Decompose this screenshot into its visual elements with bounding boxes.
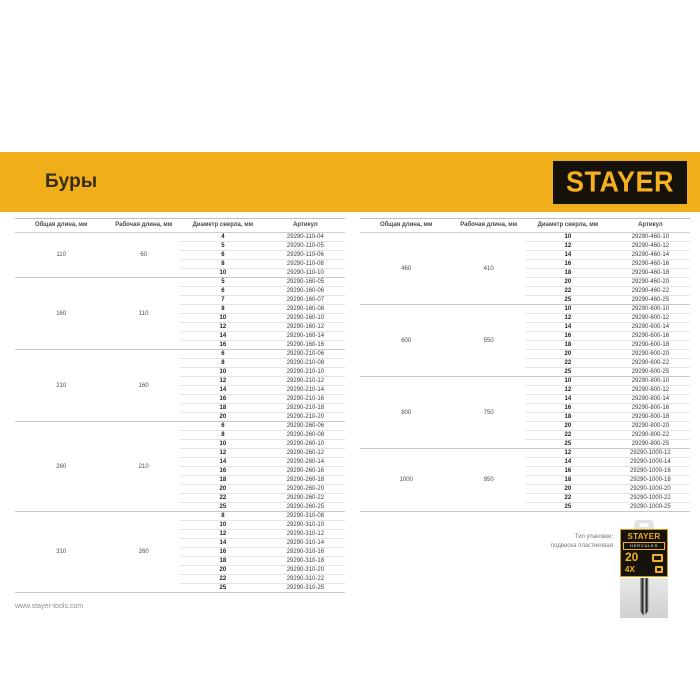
diameter-cell: 6 (180, 422, 266, 431)
working-length-cell: 750 (452, 377, 525, 449)
article-cell: 29290-260-08 (266, 431, 345, 440)
diameter-cell: 10 (525, 377, 611, 386)
package-image (620, 520, 668, 618)
column-header: Артикул (611, 219, 690, 233)
article-cell: 29290-260-22 (266, 494, 345, 503)
article-cell: 29290-260-10 (266, 440, 345, 449)
content-area (15, 218, 690, 618)
diameter-cell: 6 (180, 287, 266, 296)
working-length-cell: 60 (107, 233, 180, 278)
article-cell: 29290-310-20 (266, 566, 345, 575)
drill-bit-image (640, 578, 649, 616)
article-cell: 29290-310-16 (266, 548, 345, 557)
article-cell: 29290-460-10 (611, 233, 690, 242)
article-cell: 29290-160-16 (266, 341, 345, 350)
article-cell: 29290-160-14 (266, 332, 345, 341)
article-cell: 29290-210-16 (266, 395, 345, 404)
diameter-cell: 10 (180, 521, 266, 530)
total-length-cell: 600 (360, 305, 452, 377)
article-cell: 29290-460-18 (611, 269, 690, 278)
header-band (0, 152, 700, 212)
article-cell: 29290-460-25 (611, 296, 690, 305)
diameter-cell: 25 (525, 503, 611, 512)
page-title: Буры (45, 171, 98, 192)
article-cell: 29290-800-14 (611, 395, 690, 404)
article-cell: 29290-600-20 (611, 350, 690, 359)
article-cell: 29290-260-06 (266, 422, 345, 431)
diameter-cell: 20 (525, 422, 611, 431)
article-cell: 29290-1000-22 (611, 494, 690, 503)
diameter-cell: 14 (180, 386, 266, 395)
article-cell: 29290-110-04 (266, 233, 345, 242)
diameter-cell: 16 (180, 467, 266, 476)
diameter-cell: 8 (180, 431, 266, 440)
article-cell: 29290-110-10 (266, 269, 345, 278)
footer-website: www.stayer-tools.com (15, 603, 84, 610)
diameter-cell: 22 (525, 494, 611, 503)
diameter-cell: 14 (180, 458, 266, 467)
article-cell: 29290-310-10 (266, 521, 345, 530)
table-row (15, 278, 345, 287)
diameter-cell: 22 (180, 575, 266, 584)
total-length-cell: 800 (360, 377, 452, 449)
article-cell: 29290-800-25 (611, 440, 690, 449)
working-length-cell: 210 (107, 422, 180, 512)
working-length-cell: 550 (452, 305, 525, 377)
table-row (15, 512, 345, 521)
sds-plus-icon (652, 554, 663, 562)
article-cell: 29290-210-12 (266, 377, 345, 386)
diameter-cell: 7 (180, 296, 266, 305)
working-length-cell: 410 (452, 233, 525, 305)
total-length-cell: 1000 (360, 449, 452, 512)
article-cell: 29290-310-25 (266, 584, 345, 593)
package-brand-logo: STAYER (627, 532, 661, 541)
diameter-cell: 22 (525, 287, 611, 296)
article-cell: 29290-160-08 (266, 305, 345, 314)
working-length-cell: 260 (107, 512, 180, 593)
package-size-label: 20 (625, 550, 639, 564)
diameter-cell: 16 (525, 260, 611, 269)
total-length-cell: 460 (360, 233, 452, 305)
article-cell: 29290-210-06 (266, 350, 345, 359)
article-cell: 29290-160-12 (266, 323, 345, 332)
column-header: Общая длина, мм (15, 219, 107, 233)
diameter-cell: 12 (180, 530, 266, 539)
diameter-cell: 20 (180, 485, 266, 494)
article-cell: 29290-210-08 (266, 359, 345, 368)
article-cell: 29290-210-14 (266, 386, 345, 395)
article-cell: 29290-600-16 (611, 332, 690, 341)
diameter-cell: 6 (180, 251, 266, 260)
diameter-cell: 20 (525, 278, 611, 287)
diameter-cell: 14 (525, 395, 611, 404)
diameter-cell: 12 (525, 386, 611, 395)
article-cell: 29290-310-12 (266, 530, 345, 539)
total-length-cell: 260 (15, 422, 107, 512)
table-row (360, 305, 690, 314)
table-header-row (360, 219, 690, 233)
package-series-label: HERCULES (623, 542, 665, 550)
diameter-cell: 16 (180, 548, 266, 557)
column-header: Артикул (266, 219, 345, 233)
article-cell: 29290-160-10 (266, 314, 345, 323)
article-cell: 29290-260-14 (266, 458, 345, 467)
column-header: Рабочая длина, мм (107, 219, 180, 233)
article-cell: 29290-600-14 (611, 323, 690, 332)
article-cell: 29290-260-12 (266, 449, 345, 458)
table-row (15, 233, 345, 242)
diameter-cell: 16 (180, 395, 266, 404)
diameter-cell: 10 (180, 269, 266, 278)
package-multiplier-label: 4X (625, 565, 635, 574)
diameter-cell: 18 (525, 413, 611, 422)
diameter-cell: 25 (180, 584, 266, 593)
column-header: Рабочая длина, мм (452, 219, 525, 233)
total-length-cell: 110 (15, 233, 107, 278)
article-cell: 29290-600-25 (611, 368, 690, 377)
article-cell: 29290-800-20 (611, 422, 690, 431)
diameter-cell: 8 (180, 512, 266, 521)
hang-tab (634, 520, 654, 529)
diameter-cell: 8 (180, 359, 266, 368)
diameter-cell: 20 (180, 413, 266, 422)
article-cell: 29290-1000-20 (611, 485, 690, 494)
diameter-cell: 20 (525, 350, 611, 359)
total-length-cell: 210 (15, 350, 107, 422)
diameter-cell: 22 (180, 494, 266, 503)
article-cell: 29290-460-22 (611, 287, 690, 296)
diameter-cell: 18 (180, 476, 266, 485)
diameter-cell: 16 (525, 404, 611, 413)
diameter-cell: 14 (525, 458, 611, 467)
column-header: Общая длина, мм (360, 219, 452, 233)
working-length-cell: 160 (107, 350, 180, 422)
diameter-cell: 14 (525, 251, 611, 260)
table-row (15, 350, 345, 359)
diameter-cell: 4 (180, 233, 266, 242)
left-column (15, 218, 345, 610)
diameter-cell: 10 (525, 305, 611, 314)
total-length-cell: 310 (15, 512, 107, 593)
diameter-cell: 16 (525, 332, 611, 341)
working-length-cell: 110 (107, 278, 180, 350)
diameter-cell: 12 (180, 449, 266, 458)
diameter-cell: 14 (180, 539, 266, 548)
diameter-cell: 20 (525, 485, 611, 494)
article-cell: 29290-460-12 (611, 242, 690, 251)
article-cell: 29290-600-10 (611, 305, 690, 314)
table-row (360, 233, 690, 242)
diameter-cell: 12 (525, 314, 611, 323)
article-cell: 29290-260-20 (266, 485, 345, 494)
article-cell: 29290-260-18 (266, 476, 345, 485)
diameter-cell: 22 (525, 359, 611, 368)
article-cell: 29290-800-12 (611, 386, 690, 395)
diameter-cell: 10 (525, 233, 611, 242)
article-cell: 29290-800-18 (611, 413, 690, 422)
diameter-cell: 25 (180, 503, 266, 512)
article-cell: 29290-1000-14 (611, 458, 690, 467)
article-cell: 29290-210-18 (266, 404, 345, 413)
diameter-cell: 10 (180, 314, 266, 323)
packaging-note (551, 520, 613, 618)
article-cell: 29290-1000-18 (611, 476, 690, 485)
article-cell: 29290-210-10 (266, 368, 345, 377)
article-cell: 29290-600-22 (611, 359, 690, 368)
diameter-cell: 12 (525, 242, 611, 251)
stayer-logo: STAYER (553, 160, 687, 203)
article-cell: 29290-210-20 (266, 413, 345, 422)
article-cell: 29290-260-16 (266, 467, 345, 476)
diameter-cell: 20 (180, 566, 266, 575)
diameter-cell: 18 (525, 341, 611, 350)
article-cell: 29290-310-18 (266, 557, 345, 566)
diameter-cell: 18 (180, 404, 266, 413)
diameter-cell: 8 (180, 260, 266, 269)
diameter-cell: 25 (525, 368, 611, 377)
resource-icon (655, 566, 663, 573)
diameter-cell: 18 (525, 269, 611, 278)
column-header: Диаметр сверла, мм (525, 219, 611, 233)
column-header: Диаметр сверла, мм (180, 219, 266, 233)
blister-pack (620, 578, 668, 618)
diameter-cell: 8 (180, 305, 266, 314)
article-cell: 29290-460-20 (611, 278, 690, 287)
diameter-cell: 16 (525, 467, 611, 476)
diameter-cell: 6 (180, 350, 266, 359)
diameter-cell: 14 (525, 323, 611, 332)
package-card (620, 529, 668, 577)
article-cell: 29290-110-06 (266, 251, 345, 260)
table-header-row (15, 219, 345, 233)
right-column (360, 218, 690, 618)
diameter-cell: 18 (180, 557, 266, 566)
diameter-cell: 18 (525, 476, 611, 485)
article-cell: 29290-460-16 (611, 260, 690, 269)
article-cell: 29290-1000-12 (611, 449, 690, 458)
diameter-cell: 12 (525, 449, 611, 458)
table-row (15, 422, 345, 431)
diameter-cell: 16 (180, 341, 266, 350)
article-cell: 29290-600-18 (611, 341, 690, 350)
article-cell: 29290-160-07 (266, 296, 345, 305)
article-cell: 29290-600-12 (611, 314, 690, 323)
diameter-cell: 5 (180, 242, 266, 251)
article-cell: 29290-260-25 (266, 503, 345, 512)
article-cell: 29290-310-08 (266, 512, 345, 521)
diameter-cell: 22 (525, 431, 611, 440)
catalog-table-left (15, 218, 345, 593)
packaging-note-line1: Тип упаковки: (574, 534, 613, 540)
table-row (360, 377, 690, 386)
diameter-cell: 14 (180, 332, 266, 341)
diameter-cell: 12 (180, 323, 266, 332)
article-cell: 29290-460-14 (611, 251, 690, 260)
total-length-cell: 160 (15, 278, 107, 350)
working-length-cell: 950 (452, 449, 525, 512)
article-cell: 29290-110-08 (266, 260, 345, 269)
catalog-table-right (360, 218, 690, 512)
diameter-cell: 10 (180, 440, 266, 449)
article-cell: 29290-800-16 (611, 404, 690, 413)
diameter-cell: 10 (180, 368, 266, 377)
diameter-cell: 5 (180, 278, 266, 287)
packaging-section (360, 520, 690, 618)
diameter-cell: 12 (180, 377, 266, 386)
article-cell: 29290-310-22 (266, 575, 345, 584)
article-cell: 29290-1000-16 (611, 467, 690, 476)
diameter-cell: 25 (525, 440, 611, 449)
packaging-note-line2: подвеска пластиковая (550, 543, 613, 549)
article-cell: 29290-310-14 (266, 539, 345, 548)
article-cell: 29290-160-06 (266, 287, 345, 296)
article-cell: 29290-110-05 (266, 242, 345, 251)
article-cell: 29290-160-05 (266, 278, 345, 287)
article-cell: 29290-800-10 (611, 377, 690, 386)
article-cell: 29290-1000-25 (611, 503, 690, 512)
article-cell: 29290-800-22 (611, 431, 690, 440)
table-row (360, 449, 690, 458)
diameter-cell: 25 (525, 296, 611, 305)
